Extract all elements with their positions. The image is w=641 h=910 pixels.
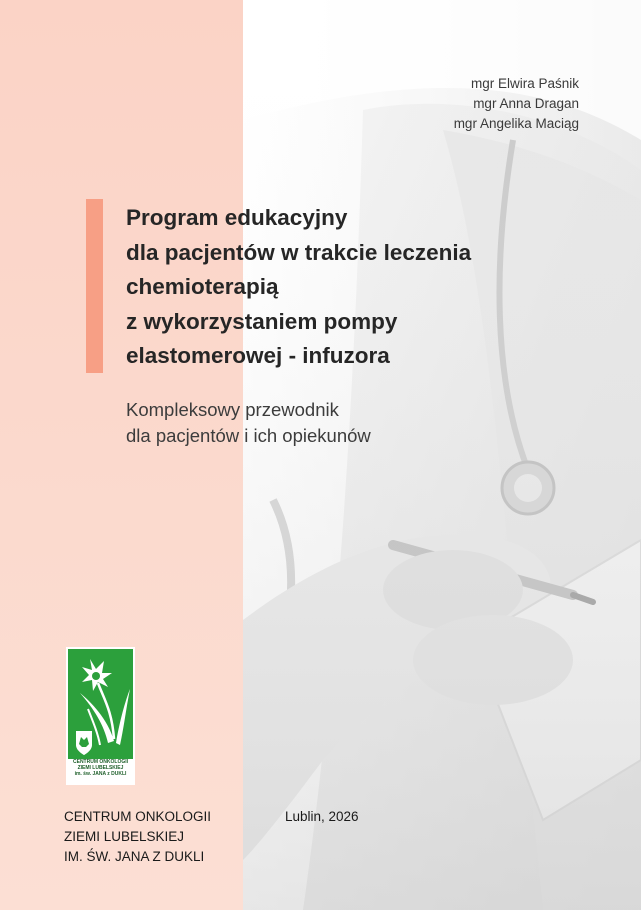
doctor-with-stethoscope-illustration (243, 0, 641, 910)
daffodil-logo-icon (68, 649, 133, 759)
title-line: Program edukacyjny (126, 205, 348, 230)
document-subtitle (126, 397, 371, 449)
institution-logo (66, 647, 135, 785)
author-name: mgr Anna Dragan (473, 96, 579, 111)
logo-caption-line: im. św. JANA z DUKLI (74, 771, 127, 777)
institution-name (64, 807, 211, 867)
title-line: z wykorzystaniem pompy (126, 308, 398, 334)
institution-line: CENTRUM ONKOLOGII (64, 809, 212, 824)
subtitle-line: Kompleksowy przewodnik (126, 399, 339, 420)
institution-line: IM. ŚW. JANA Z DUKLI (64, 849, 205, 864)
authors-list (454, 74, 579, 134)
author-name: mgr Angelika Maciąg (453, 116, 579, 131)
institution-line: ZIEMI LUBELSKIEJ (64, 829, 185, 844)
place-and-date: Lublin, 2026 (285, 809, 359, 824)
title-accent-bar (86, 199, 103, 373)
title-line: chemioterapią (126, 274, 279, 299)
logo-caption (66, 759, 135, 777)
document-title (126, 201, 596, 374)
author-name: mgr Elwira Paśnik (470, 76, 579, 91)
subtitle-line: dla pacjentów i ich opiekunów (126, 425, 371, 446)
logo-caption-line: ZIEMI LUBELSKIEJ (77, 765, 124, 771)
title-line: elastomerowej - infuzora (126, 343, 390, 368)
cover-photo (243, 0, 641, 910)
title-line: dla pacjentów w trakcie leczenia (126, 239, 472, 265)
logo-caption-line: CENTRUM ONKOLOGII (73, 759, 128, 765)
